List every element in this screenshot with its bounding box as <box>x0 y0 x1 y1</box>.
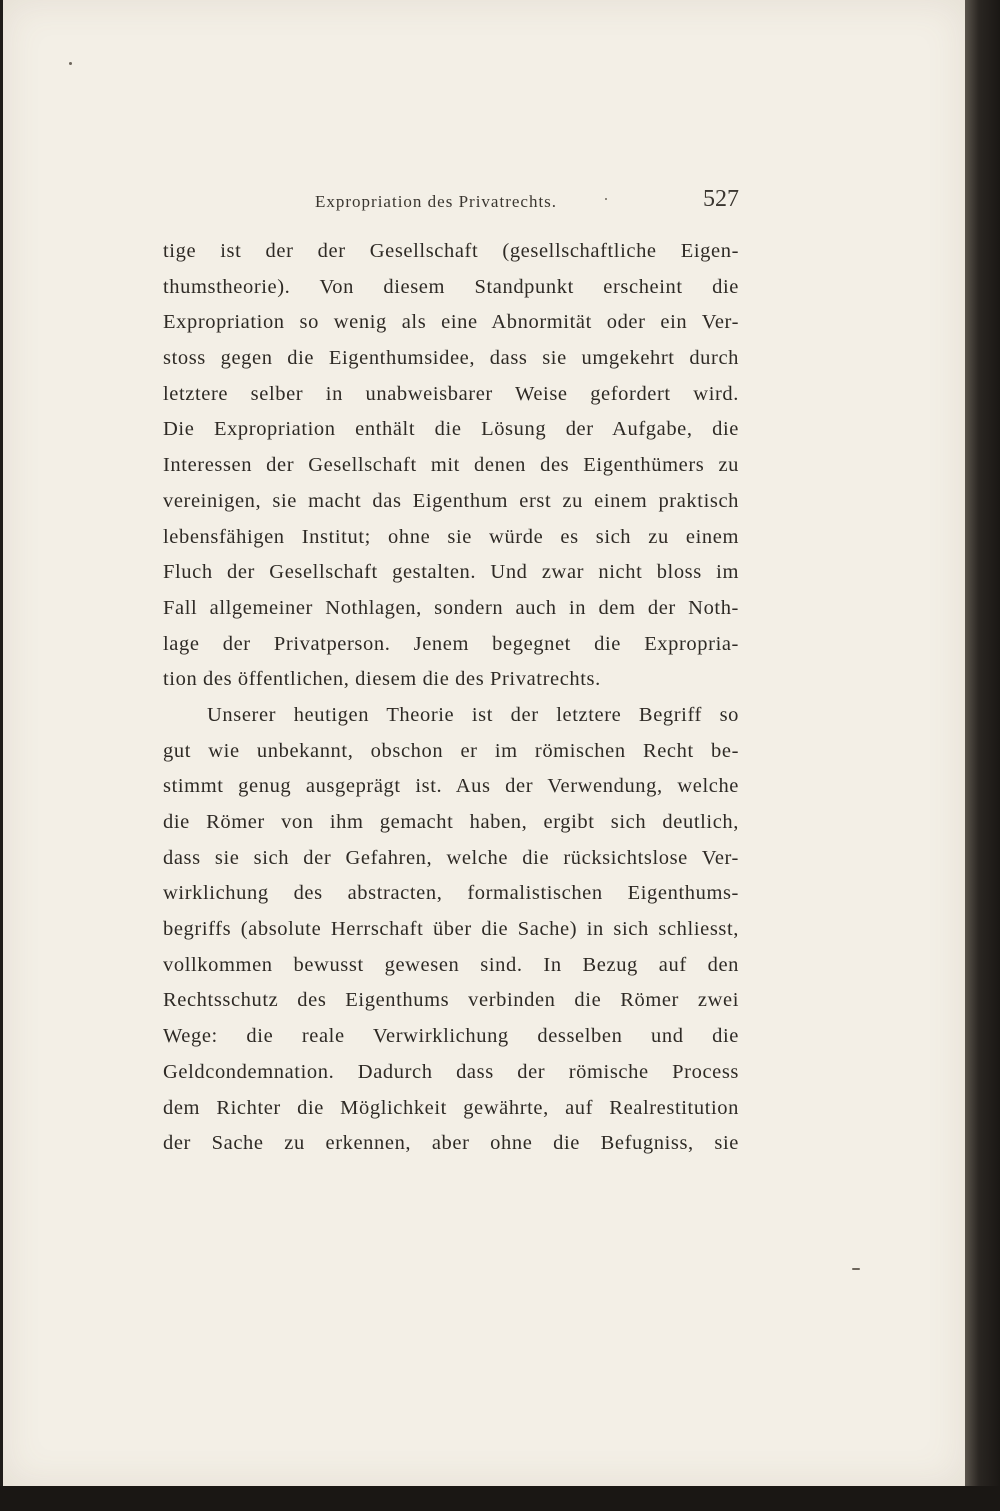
text-line <box>163 448 739 484</box>
page-edge-bottom <box>0 1486 1000 1511</box>
text-line-content: Interessen der Gesellschaft mit denen des Eigenthümers zu <box>163 454 739 477</box>
text-line-content: letztere selber in unabweisbarer Weise gefordert wird. <box>163 382 739 405</box>
text-line <box>163 841 739 877</box>
page-header <box>163 186 739 216</box>
text-line <box>163 305 739 341</box>
text-line-content: Die Expropriation enthält die Lösung der Aufgabe, die <box>163 418 739 441</box>
text-line-content: stimmt genug ausgeprägt ist. Aus der Verwendung, welche <box>163 775 739 798</box>
page-number: 527 <box>703 186 739 212</box>
text-line <box>163 805 739 841</box>
text-line <box>163 341 739 377</box>
speck <box>605 198 607 200</box>
text-line <box>163 1055 739 1091</box>
text-line-content: thumstheorie). Von diesem Standpunkt erscheint die <box>163 275 739 298</box>
text-line-content: Expropriation so wenig als eine Abnormität oder ein Ver- <box>163 311 739 334</box>
text-line-content: gut wie unbekannt, obschon er im römischen Recht be- <box>163 739 739 762</box>
text-line-content: Geldcondemnation. Dadurch dass der römische Process <box>163 1060 739 1083</box>
text-line <box>163 912 739 948</box>
text-line-content: die Römer von ihm gemacht haben, ergibt sich deutlich, <box>163 811 739 833</box>
text-line <box>163 520 739 556</box>
text-line-content: der Sache zu erkennen, aber ohne die Befugniss, sie <box>163 1132 739 1155</box>
text-line-content: Wege: die reale Verwirklichung desselben und die <box>163 1025 739 1048</box>
text-line <box>163 627 739 663</box>
text-line-content: stoss gegen die Eigenthumsidee, dass sie umgekehrt durch <box>163 347 739 370</box>
page-edge-right <box>965 0 1000 1511</box>
text-line <box>163 876 739 912</box>
text-line <box>163 983 739 1019</box>
text-line <box>163 948 739 984</box>
text-line-content: lebensfähigen Institut; ohne sie würde es sich zu einem <box>163 525 739 548</box>
text-line <box>163 234 739 270</box>
text-line-content: Fluch der Gesellschaft gestalten. Und zwar nicht bloss im <box>163 561 739 584</box>
text-line-content: tion des öffentlichen, diesem die des Privatrechts. <box>163 668 601 691</box>
speck <box>69 62 72 65</box>
body-text <box>163 234 739 1162</box>
text-line-content: vollkommen bewusst gewesen sind. In Bezug auf den <box>163 953 739 976</box>
speck <box>852 1268 860 1270</box>
text-line <box>163 591 739 627</box>
text-line <box>163 1091 739 1127</box>
text-line-content: vereinigen, sie macht das Eigenthum erst zu einem praktisch <box>163 489 739 512</box>
book-page <box>3 0 965 1486</box>
text-line <box>163 270 739 306</box>
text-line <box>163 555 739 591</box>
text-line <box>163 412 739 448</box>
text-line-content: dem Richter die Möglichkeit gewährte, auf Realrestitution <box>163 1096 739 1119</box>
text-line-content: begriffs (absolute Herrschaft über die Sache) in sich schliesst, <box>163 918 739 941</box>
text-line-content: tige ist der der Gesellschaft (gesellschaftliche Eigen- <box>163 240 739 262</box>
text-line <box>163 484 739 520</box>
text-line <box>163 662 739 698</box>
text-line <box>163 377 739 413</box>
text-line-content: Rechtsschutz des Eigenthums verbinden die Römer zwei <box>163 989 739 1012</box>
text-line-content: Fall allgemeiner Nothlagen, sondern auch in dem der Noth- <box>163 596 739 619</box>
text-line <box>163 734 739 770</box>
text-line <box>163 698 739 734</box>
text-line <box>163 1019 739 1055</box>
text-line <box>163 1126 739 1162</box>
text-line-content: lage der Privatperson. Jenem begegnet die Expropria- <box>163 632 739 655</box>
text-line <box>163 769 739 805</box>
running-head: Expropriation des Privatrechts. <box>315 192 558 211</box>
text-line-content: wirklichung des abstracten, formalistischen Eigenthums- <box>163 882 739 905</box>
text-line-content: Unserer heutigen Theorie ist der letztere Begriff so <box>207 703 739 726</box>
text-line-content: dass sie sich der Gefahren, welche die rücksichtslose Ver- <box>163 846 739 869</box>
